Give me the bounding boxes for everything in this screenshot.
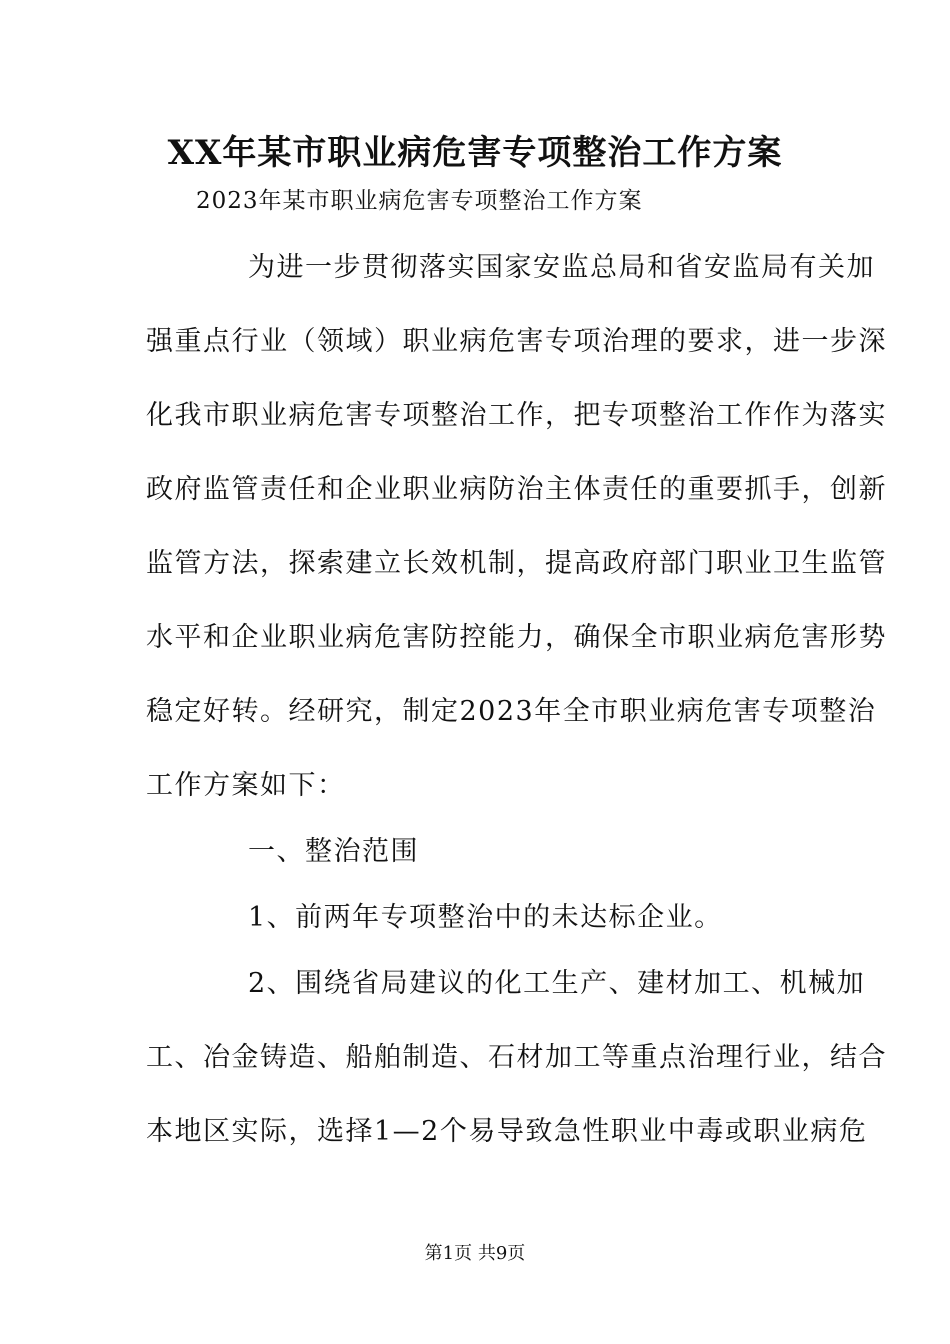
list-item: 2、围绕省局建议的化工生产、建材加工、机械加 bbox=[248, 968, 866, 999]
paragraph-line: 水平和企业职业病危害防控能力，确保全市职业病危害形势 bbox=[146, 622, 887, 653]
page-indicator: 第1页 共9页 bbox=[424, 1243, 526, 1264]
paragraph-line: 工、冶金铸造、船舶制造、石材加工等重点治理行业，结合 bbox=[146, 1042, 887, 1073]
paragraph-line: 强重点行业（领域）职业病危害专项治理的要求，进一步深 bbox=[146, 326, 887, 357]
paragraph-line: 为进一步贯彻落实国家安监总局和省安监局有关加 bbox=[248, 252, 875, 283]
paragraph-line: 化我市职业病危害专项整治工作，把专项整治工作作为落实 bbox=[146, 400, 887, 431]
list-item: 1、前两年专项整治中的未达标企业。 bbox=[248, 902, 723, 933]
document-subtitle: 2023年某市职业病危害专项整治工作方案 bbox=[196, 188, 643, 214]
paragraph-line: 本地区实际，选择1—2个易导致急性职业中毒或职业病危 bbox=[146, 1116, 868, 1147]
section-heading: 一、整治范围 bbox=[248, 836, 419, 867]
document-title: XX年某市职业病危害专项整治工作方案 bbox=[167, 133, 783, 173]
paragraph-line: 政府监管责任和企业职业病防治主体责任的重要抓手，创新 bbox=[146, 474, 887, 505]
paragraph-line: 稳定好转。经研究，制定2023年全市职业病危害专项整治 bbox=[146, 696, 877, 727]
paragraph-line: 工作方案如下： bbox=[146, 770, 346, 801]
paragraph-line: 监管方法，探索建立长效机制，提高政府部门职业卫生监管 bbox=[146, 548, 887, 579]
